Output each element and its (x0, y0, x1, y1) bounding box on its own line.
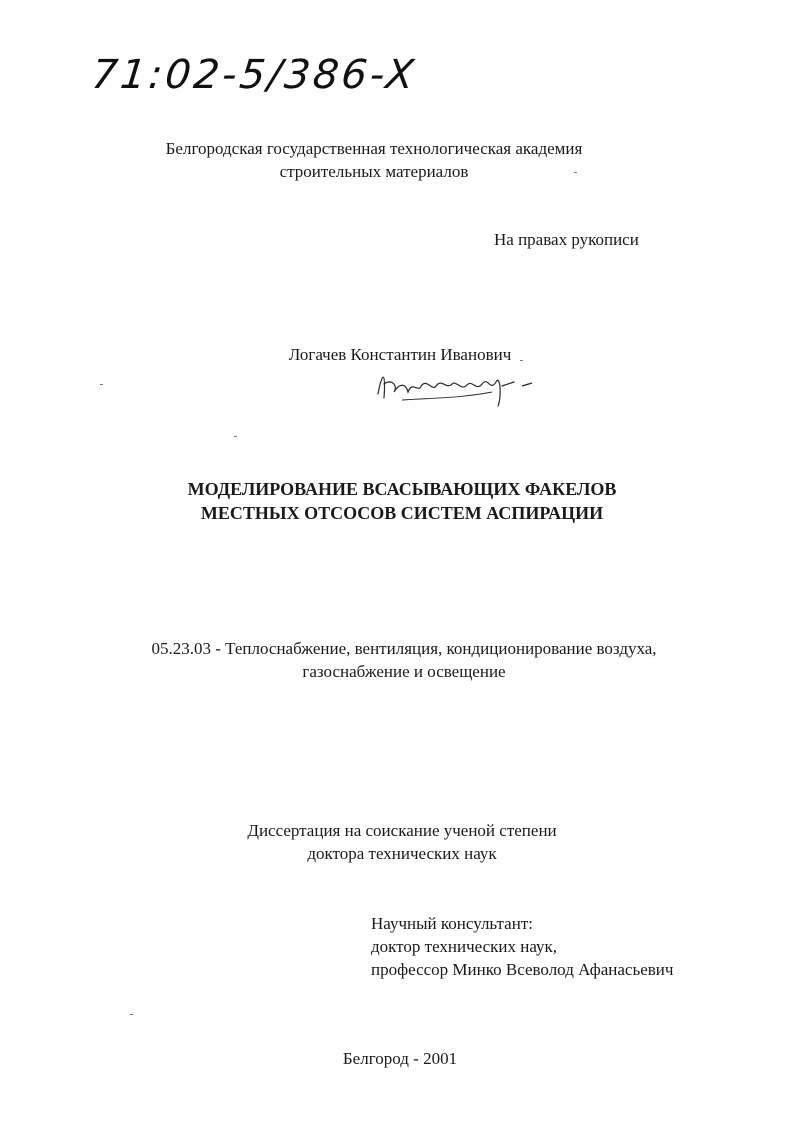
author-signature (372, 362, 542, 412)
scan-speck (520, 360, 523, 361)
consultant-rank: доктор технических наук, (371, 937, 558, 956)
degree-line-1: Диссертация на соискание ученой степени (247, 821, 557, 840)
degree-line-2: доктора технических наук (307, 844, 497, 863)
archive-code: 71:02-5/386-X (89, 52, 419, 98)
rights-note: На правах рукописи (494, 230, 639, 249)
specialty-line-2: газоснабжение и освещение (302, 662, 506, 681)
thesis-title-line-2: МЕСТНЫХ ОТСОСОВ СИСТЕМ АСПИРАЦИИ (200, 503, 604, 523)
place-year: Белгород - 2001 (342, 1049, 458, 1068)
consultant-name: профессор Минко Всеволод Афанасьевич (371, 960, 674, 979)
scan-speck (130, 1014, 133, 1015)
thesis-title-line-1: МОДЕЛИРОВАНИЕ ВСАСЫВАЮЩИХ ФАКЕЛОВ (187, 479, 617, 499)
consultant-label: Научный консультант: (371, 914, 533, 933)
author-name: Логачев Константин Иванович (288, 345, 512, 364)
scan-speck (100, 384, 103, 385)
institution-line-1: Белгородская государственная технологическая академия (165, 139, 583, 158)
scan-speck (234, 436, 237, 437)
specialty-line-1: 05.23.03 - Теплоснабжение, вентиляция, кондиционирование воздуха, (151, 639, 657, 658)
institution-line-2: строительных материалов (279, 162, 469, 181)
scan-speck (574, 172, 577, 173)
